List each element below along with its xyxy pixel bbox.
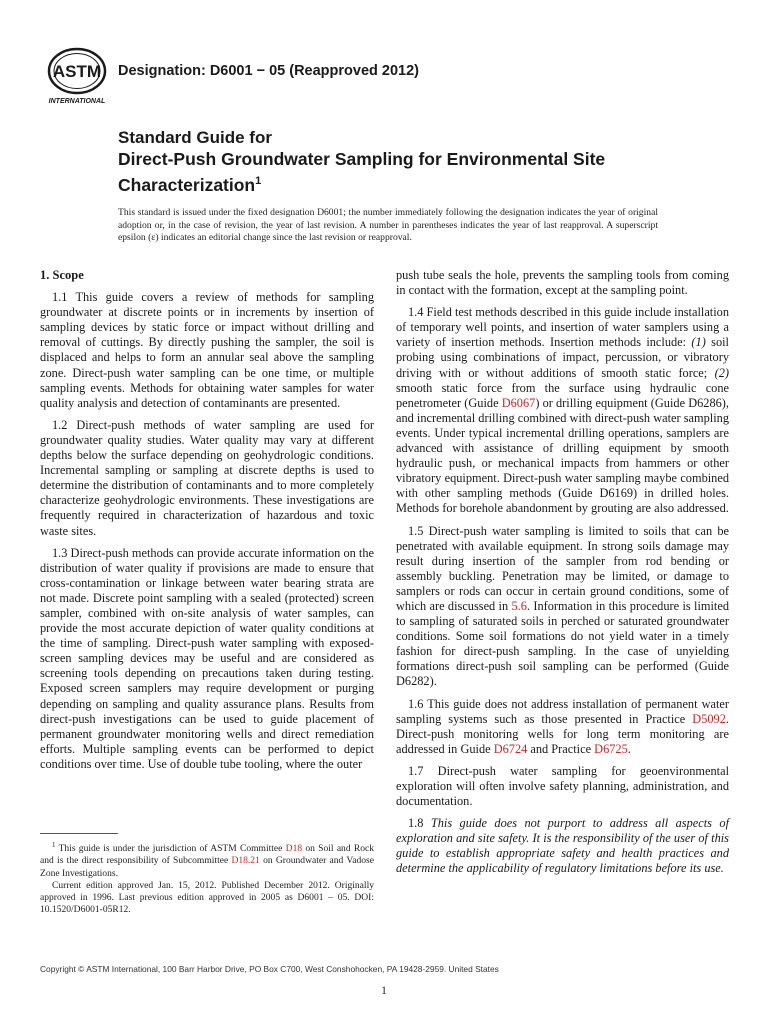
page-number: 1 [381, 985, 387, 997]
title-line-2: Direct-Push Groundwater Sampling for Environmental Site [118, 149, 606, 169]
p1-4-text-b: soil probing using combinations of impact, percussion, or vibratory driving with or without additions of smooth static force; [396, 335, 729, 380]
p1-4-item-1: (1) [691, 335, 706, 350]
p1-4-text-a: 1.4 Field test methods described in this guide include installation of temporary well points, and insertion of water samplers using a variety of insertion methods. Insertion methods include: [396, 305, 729, 350]
p1-5-text-a: 1.5 Direct-push water sampling is limited to soils that can be penetrated with available equipment. In strong soils damage may result during insertion of the sampler from rod bending or assembly buckling. Penetration may be limited, or damage to samplers or rods can occur in certain ground conditions, some of which are discussed in [396, 523, 729, 613]
standard-notice: This standard is issued under the fixed designation D6001; the number immediately following the designation indicates the year of original adoption or, in the case of revision, the year of last revision. A number in parentheses indicates the year of last reapproval. A superscript epsilon (ε) indicates an editorial change since the last revision or reapproval. [118, 207, 658, 244]
left-column [40, 268, 374, 779]
footnote-text-b: on Soil and Rock and is the direct responsibility of Subcommittee [40, 843, 375, 867]
p1-5-text-b: . Information in this procedure is limited to sampling of saturated soils in perched or saturated groundwater conditions. Some soil formations do not yield water in a timely fashion for direct-push sampling. In the case of unyielding formations direct-push soil sampling can be performed (Guide D6282). [396, 598, 729, 689]
title-line-3 [118, 170, 718, 196]
p1-8-number: 1.8 [408, 816, 431, 831]
p1-4-item-2: (2) [714, 365, 729, 380]
link-d6724[interactable]: D6724 [493, 741, 528, 756]
paragraph-1-7: 1.7 Direct-push water sampling for geoenvironmental exploration will often involve safety planning, administration, and documentation. [396, 763, 729, 809]
p1-6-text-a: 1.6 This guide does not address installation of permanent water sampling systems such as those presented in Practice [396, 696, 729, 726]
paragraph-1-1: 1.1 This guide covers a review of methods for sampling groundwater at discrete points or in increments by insertion of sampling devices by static force or impact without drilling and removal of cuttings. By directly pushing the sampler, the soil is displaced and helps to form an annular seal above the sampling zone. Direct-push water sampling can be one time, or multiple sampling events. Methods for obtaining water samples for water quality analysis and detection of contaminants are presented. [40, 290, 374, 410]
p1-8-safety-text: This guide does not purport to address all aspects of exploration and site safety. It is the responsibility of the user of this guide to establish appropriate safety and health practices and determine the applicability of regulatory limitations before its use. [396, 816, 729, 876]
footnote [40, 839, 374, 916]
paragraph-1-3: 1.3 Direct-push methods can provide accurate information on the distribution of water quality if provisions are made to ensure that cross-contamination or linkage between water bearing strata are not made. Discrete point sampling with a sealed (protected) screen sampler, combined with on-site analysis of water samples, can provide the most accurate depiction of water quality conditions at the time of sampling. Direct-push water sampling with exposed-screen sampling devices may be useful and are considered as screening tools depending on precautions taken during testing. Exposed screen samplers may require development or purging depending on sampling and quality assurance plans. Results from direct-push investigations can be used to guide placement of permanent groundwater monitoring wells and direct remediation efforts. Multiple sampling events can be performed to depict conditions over time. Use of double tube tooling, where the outer [40, 545, 374, 771]
paragraph-1-6 [396, 697, 729, 757]
p1-6-text-c: and Practice [527, 741, 595, 756]
copyright-line: Copyright © ASTM International, 100 Barr Harbor Drive, PO Box C700, West Conshohocken, PA 19428-2959. United States [40, 964, 499, 974]
footnote-text-c: on Groundwater and Vadose Zone Investigations. [40, 855, 374, 879]
footnote-approval: Current edition approved Jan. 15, 2012. Published December 2012. Originally approved in 1996. Last previous edition approved in 2005 as D6001 – 05. DOI: 10.1520/D6001-05R12. [40, 879, 374, 916]
p1-6-text-d: . [627, 741, 631, 756]
paragraph-1-4 [396, 305, 729, 516]
paragraph-1-3-continued: push tube seals the hole, prevents the sampling tools from coming in contact with the formation, except at the sampling point. [396, 268, 729, 298]
footnote-text-a: This guide is under the jurisdiction of ASTM Committee [55, 843, 286, 855]
astm-logo [44, 46, 110, 106]
paragraph-1-5 [396, 524, 729, 690]
footnote-rule [40, 833, 118, 834]
p1-4-text-d: ) or drilling equipment (Guide D6286), and incremental drilling combined with direct-push water sampling events. Under typical incremental drilling operations, samplers are advanced with assistance of drilling equipment by smooth hydraulic push, or mechanical impacts from hammers or other vibratory equipment. Direct-push water sampling maybe combined with other sampling methods (Guide D6169) in drilled holes. Methods for borehole abandonment by grouting are also addressed. [396, 395, 729, 516]
link-d5092[interactable]: D5092 [692, 711, 726, 726]
footnote-mark: 1 [52, 841, 56, 849]
section-heading-scope: 1. Scope [40, 268, 84, 282]
footnote-1 [40, 839, 374, 880]
designation: Designation: D6001 − 05 (Reapproved 2012) [118, 63, 419, 79]
paragraph-1-2: 1.2 Direct-push methods of water sampling are used for groundwater quality studies. Water quality may vary at different depths below the surface depending on geohydrologic conditions. Incremental sampling or sampling at discrete depths is used to determine the distribution of contaminants and to more completely characterize geohydrologic environments. These investigations are frequently required in characterization of hazardous and toxic waste sites. [40, 417, 374, 538]
paragraph-1-8 [396, 816, 729, 876]
logo-subtext: INTERNATIONAL [48, 98, 106, 105]
link-d18[interactable]: D18 [285, 843, 303, 855]
link-d6725[interactable]: D6725 [594, 741, 628, 756]
right-column [396, 268, 729, 884]
logo-text: ASTM [52, 62, 102, 81]
link-d18-21[interactable]: D18.21 [231, 855, 260, 867]
link-d6067[interactable]: D6067 [501, 395, 536, 410]
p1-4-text-c: smooth static force from the surface using hydraulic cone penetrometer (Guide [396, 380, 729, 410]
title-block [118, 127, 718, 196]
title-line-1: Standard Guide for [118, 128, 272, 147]
title-footnote-mark: 1 [255, 175, 262, 187]
title-line-3-text: Characterization [118, 174, 256, 195]
link-section-5-6[interactable]: 5.6 [511, 598, 527, 613]
p1-6-text-b: . Direct-push monitoring wells for long term monitoring are addressed in Guide [396, 711, 729, 756]
